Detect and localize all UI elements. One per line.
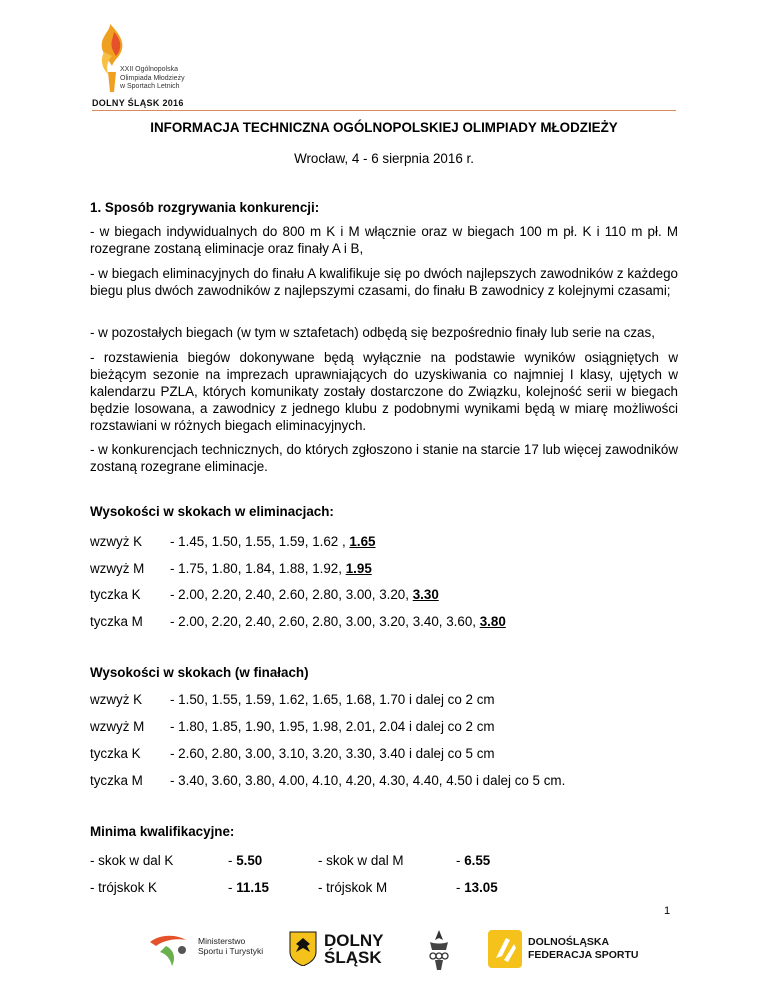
ministry-swoosh-icon <box>146 932 194 968</box>
header-rule <box>92 110 676 111</box>
ministry-logo <box>146 930 266 970</box>
final-height: 3.80 <box>479 614 506 629</box>
dolny-slask-logo <box>288 928 398 972</box>
paragraph: - w pozostałych biegach (w tym w sztafetach) odbędą się bezpośrednio finały lub serie na czas, <box>90 325 655 340</box>
page-subtitle: Wrocław, 4 - 6 sierpnia 2016 r. <box>294 151 474 166</box>
logo-line: XXII Ogólnopolska <box>120 66 178 73</box>
height-label: tyczka K <box>90 746 141 761</box>
paragraph: - w konkurencjach technicznych, do których zgłoszono i stanie na starcie 17 lub więcej zawodników zostaną rozegrane eliminacje. <box>90 442 678 474</box>
minimum-value: - 13.05 <box>456 880 498 895</box>
height-values: - 1.50, 1.55, 1.59, 1.62, 1.65, 1.68, 1.70 i dalej co 2 cm <box>170 692 495 707</box>
section-heading: Minima kwalifikacyjne: <box>90 824 235 839</box>
height-label: tyczka K <box>90 587 141 602</box>
height-values: - 1.80, 1.85, 1.90, 1.95, 1.98, 2.01, 2.04 i dalej co 2 cm <box>170 719 495 734</box>
ministry-line: Ministerstwo <box>198 936 246 946</box>
height-label: wzwyż K <box>90 692 143 707</box>
federation-mark-icon <box>488 930 522 968</box>
height-label: tyczka M <box>90 773 143 788</box>
page-title: INFORMACJA TECHNICZNA OGÓLNOPOLSKIEJ OLIMPIADY MŁODZIEŻY <box>150 120 618 135</box>
height-label: wzwyż M <box>90 561 145 576</box>
height-label: wzwyż K <box>90 534 143 549</box>
height-values: - 3.40, 3.60, 3.80, 4.00, 4.10, 4.20, 4.30, 4.40, 4.50 i dalej co 5 cm. <box>170 773 566 788</box>
paragraph: - rozstawienia biegów dokonywane będą wyłącznie na podstawie wyników osiągniętych w bieżącym sezonie na imprezach uprawniających do uzyskiwania co najmniej I klasy, ujętych w kalendarzu PZLA, których komunikaty zostały dostarczone do Związku, kolejność serii w biegach będzie losowana, a zawodnicy z jednego klubu z podobnymi wynikami będą w miarę możliwości rozstawiani w różnych biegach eliminacyjnych. <box>90 350 678 433</box>
height-values: - 2.00, 2.20, 2.40, 2.60, 2.80, 3.00, 3.20, 3.40, 3.60, 3.80 <box>170 614 506 629</box>
logo-brand: DOLNY ŚLĄSK 2016 <box>92 98 184 108</box>
section-heading: 1. Sposób rozgrywania konkurencji: <box>90 200 320 215</box>
section-heading: Wysokości w skokach w eliminacjach: <box>90 504 334 519</box>
final-height: 1.65 <box>349 534 376 549</box>
dolny-line: ŚLĄSK <box>324 948 382 967</box>
height-values: - 2.00, 2.20, 2.40, 2.60, 2.80, 3.00, 3.20, 3.30 <box>170 587 439 602</box>
federation-line: DOLNOŚLĄSKA <box>528 936 610 948</box>
minimum-label: - skok w dal K <box>90 853 174 868</box>
minimum-value: - 5.50 <box>228 853 263 868</box>
final-height: 3.30 <box>412 587 439 602</box>
section-heading: Wysokości w skokach (w finałach) <box>90 665 309 680</box>
page-number: 1 <box>664 905 671 917</box>
eagle-crest-icon <box>288 930 318 966</box>
minimum-value: - 11.15 <box>228 880 269 895</box>
dolny-line: DOLNY <box>324 931 384 950</box>
height-values: - 2.60, 2.80, 3.00, 3.10, 3.20, 3.30, 3.40 i dalej co 5 cm <box>170 746 495 761</box>
logo-line: Olimpiada Młodzieży <box>120 74 185 82</box>
height-values: - 1.45, 1.50, 1.55, 1.59, 1.62 , 1.65 <box>170 534 376 549</box>
minimum-label: - skok w dal M <box>318 853 404 868</box>
olympiad-logo <box>92 22 192 110</box>
federation-logo <box>488 930 648 970</box>
minimum-label: - trójskok M <box>318 880 388 895</box>
height-label: tyczka M <box>90 614 143 629</box>
final-height: 1.95 <box>345 561 372 576</box>
height-values: - 1.75, 1.80, 1.84, 1.88, 1.92, 1.95 <box>170 561 372 576</box>
logo-line: w Sportach Letnich <box>120 83 180 90</box>
paragraph: - w biegach eliminacyjnych do finału A kwalifikuje się po dwóch najlepszych zawodników z każdego biegu plus dwóch zawodników z najlepszymi czasami, do finału B zawodnicy z kolejnymi czasami; <box>90 266 678 298</box>
height-label: wzwyż M <box>90 719 145 734</box>
olympic-emblem-icon <box>424 928 454 972</box>
ministry-line: Sportu i Turystyki <box>198 946 264 956</box>
paragraph: - w biegach indywidualnych do 800 m K i M włącznie oraz w biegach 100 m pł. K i 110 m pł. M rozegrane zostaną eliminacje oraz finały A i B, <box>90 224 678 256</box>
minimum-label: - trójskok K <box>90 880 157 895</box>
minimum-value: - 6.55 <box>456 853 491 868</box>
federation-line: FEDERACJA SPORTU <box>528 949 639 961</box>
